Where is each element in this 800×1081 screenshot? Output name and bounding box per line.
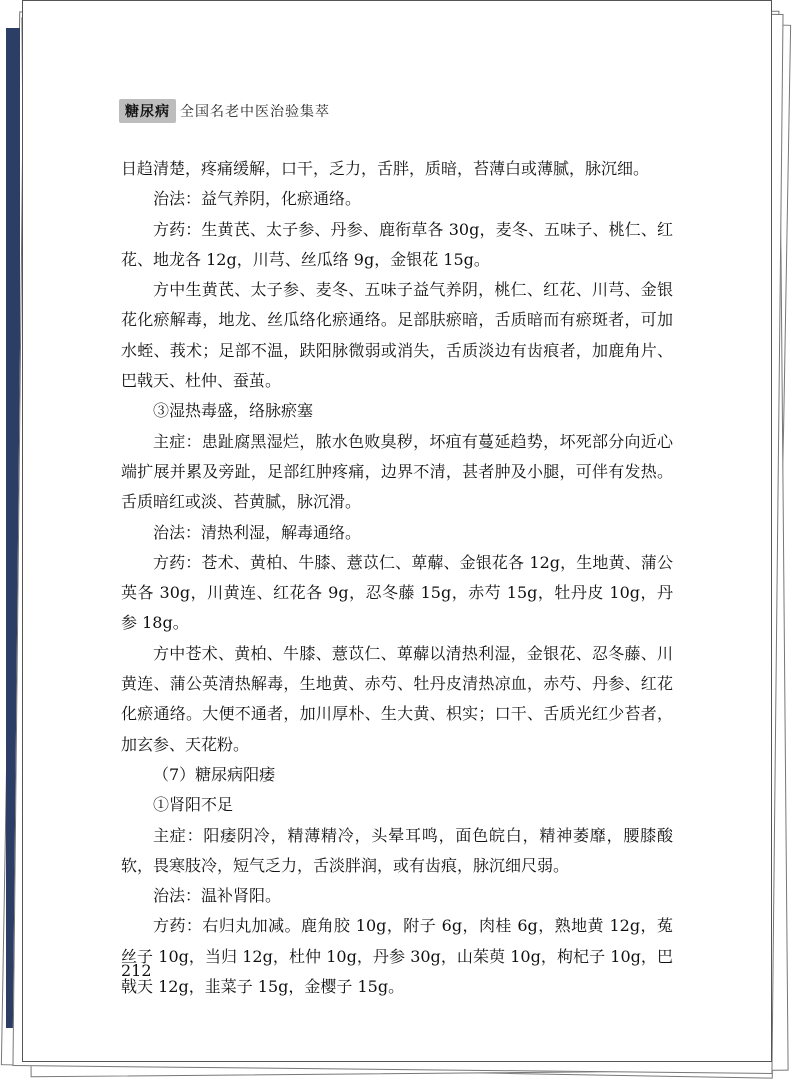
paragraph: 主症：阳痿阴冷，精薄精冷，头晕耳鸣，面色皖白，精神萎靡，腰膝酸软，畏寒肢冷，短气乏力，舌淡胖润，或有齿痕，脉沉细尺弱。 (121, 825, 673, 875)
paragraph: 主症：患趾腐黑湿烂，脓水色败臭秽，坏疽有蔓延趋势，坏死部分向近心端扩展并累及旁趾，足部红肿疼痛，边界不清，甚者肿及小腿，可伴有发热。舌质暗红或淡、苔黄腻，脉沉滑。 (121, 431, 673, 512)
paragraph: 治法：益气养阴，化瘀通络。 (153, 189, 362, 209)
paragraph: 日趋清楚，疼痛缓解，口干，乏力，舌胖，质暗，苔薄白或薄腻，脉沉细。 (121, 159, 650, 178)
header-title: 全国名老中医治验集萃 (180, 104, 330, 120)
paragraph: 方药：右归丸加减。鹿角胶 10g，附子 6g，肉桂 6g，熟地黄 12g，菟丝子 10g，当归 12g，杜仲 10g，丹参 30g，山茱萸 10g，枸杞子 10g，巴戟天 12g，韭菜子 15g，金樱子 15g。 (121, 916, 673, 997)
header-badge: 糖尿病 (119, 99, 176, 123)
paragraph: 方药：生黄芪、太子参、丹参、鹿衔草各 30g，麦冬、五味子、桃仁、红花、地龙各 12g，川芎、丝瓜络 9g，金银花 15g。 (121, 219, 673, 269)
paragraph: 治法：清热利湿，解毒通络。 (153, 522, 362, 542)
section-heading: （7）糖尿病阳痿 (153, 764, 276, 784)
body-text (121, 154, 673, 1002)
section-heading: ③湿热毒盛，络脉瘀塞 (153, 401, 314, 421)
section-heading: ①肾阳不足 (153, 795, 234, 815)
paragraph: 方中生黄芪、太子参、麦冬、五味子益气养阴，桃仁、红花、川芎、金银花化瘀解毒，地龙、丝瓜络化瘀通络。足部肤瘀暗，舌质暗而有瘀斑者，可加水蛭、莪术；足部不温，趺阳脉微弱或消失，舌质淡边有齿痕者，加鹿角片、巴戟天、杜仲、蚕茧。 (121, 280, 673, 391)
paragraph: 方药：苍术、黄柏、牛膝、薏苡仁、萆薢、金银花各 12g，生地黄、蒲公英各 30g，川黄连、红花各 9g，忍冬藤 15g，赤芍 15g，牡丹皮 10g，丹参 18g。 (121, 552, 673, 633)
paragraph: 方中苍术、黄柏、牛膝、薏苡仁、萆薢以清热利湿，金银花、忍冬藤、川黄连、蒲公英清热解毒，生地黄、赤芍、牡丹皮清热凉血，赤芍、丹参、红花化瘀通络。大便不通者，加川厚朴、生大黄、枳实；口干、舌质光红少苔者，加玄参、天花粉。 (121, 643, 673, 754)
paragraph: 治法：温补肾阳。 (153, 886, 282, 906)
page-number: 212 (121, 961, 152, 980)
running-header (119, 99, 330, 123)
book-page (22, 0, 772, 1062)
